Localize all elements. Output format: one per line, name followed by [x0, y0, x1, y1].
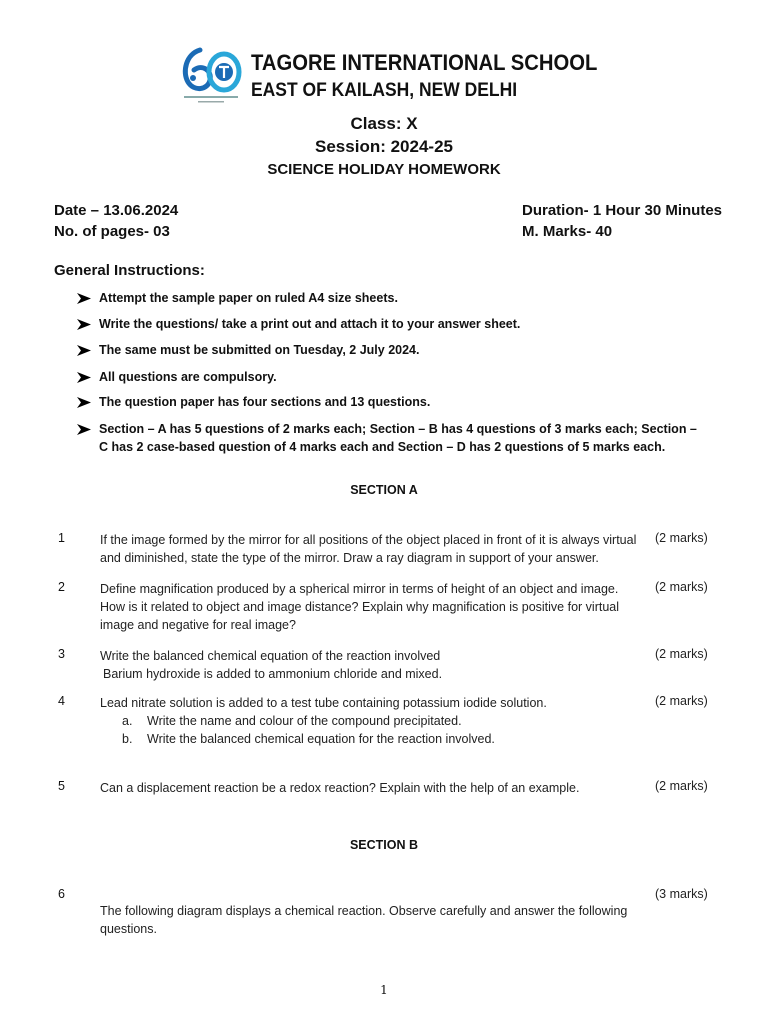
- date-label: Date – 13.06.2024: [54, 202, 179, 219]
- general-instructions-title: General Instructions:: [54, 262, 205, 279]
- question-marks: (2 marks): [655, 580, 708, 594]
- school-60-years-logo-icon: [178, 40, 244, 106]
- arrow-bullet-icon: [77, 341, 91, 356]
- question-marks: (2 marks): [655, 647, 708, 661]
- question-text: [100, 694, 645, 748]
- sub-question: [100, 730, 645, 748]
- question-number: 6: [58, 887, 65, 901]
- question-text: Define magnification produced by a spherical mirror in terms of height of an object and image. How is it related to object and image distance? Explain why magnification is positive for virtual image and negative for real image?: [100, 582, 620, 632]
- duration-label: Duration- 1 Hour 30 Minutes: [522, 202, 723, 219]
- question-text-line: Barium hydroxide is added to ammonium chloride and mixed.: [103, 667, 443, 681]
- instruction-text: The question paper has four sections and 13 questions.: [99, 395, 431, 409]
- sub-question: [100, 712, 645, 730]
- instruction-text: All questions are compulsory.: [99, 370, 277, 384]
- question-marks: (2 marks): [655, 694, 708, 708]
- question-text-line: Write the balanced chemical equation of the reaction involved: [100, 649, 441, 663]
- school-name: TAGORE INTERNATIONAL SCHOOL: [251, 50, 598, 75]
- sub-question-text: Write the name and colour of the compound precipitated.: [147, 714, 462, 728]
- max-marks-label: M. Marks- 40: [522, 223, 613, 240]
- question-number: 1: [58, 531, 65, 545]
- instruction-text: Write the questions/ take a print out and attach it to your answer sheet.: [99, 317, 521, 331]
- question-number: 2: [58, 580, 65, 594]
- question-marks: (2 marks): [655, 531, 708, 545]
- instruction-item: [77, 420, 717, 460]
- section-a-title: SECTION A: [350, 483, 418, 497]
- question-number: 4: [58, 694, 65, 708]
- question-marks: (2 marks): [655, 779, 708, 793]
- arrow-bullet-icon: [77, 289, 91, 304]
- sub-question-text: Write the balanced chemical equation for the reaction involved.: [147, 732, 495, 746]
- arrow-bullet-icon: [77, 368, 91, 383]
- question-number: 3: [58, 647, 65, 661]
- question-text: [100, 647, 645, 683]
- sub-question-label: b.: [122, 732, 133, 746]
- homework-title: SCIENCE HOLIDAY HOMEWORK: [267, 161, 501, 178]
- class-heading: Class: X: [350, 114, 418, 133]
- instruction-text: The same must be submitted on Tuesday, 2 July 2024.: [99, 343, 420, 357]
- question-marks: (3 marks): [655, 887, 708, 901]
- arrow-bullet-icon: [77, 420, 91, 435]
- school-location: EAST OF KAILASH, NEW DELHI: [251, 80, 518, 101]
- question-text: The following diagram displays a chemical reaction. Observe carefully and answer the following questions.: [100, 904, 628, 936]
- question-text: If the image formed by the mirror for all positions of the object placed in front of it is always virtual and diminished, state the type of the mirror. Draw a ray diagram in support of your answer.: [100, 533, 637, 565]
- page-number: 1: [380, 983, 388, 997]
- instruction-text: Section – A has 5 questions of 2 marks each; Section – B has 4 questions of 3 marks each; Section – C has 2 case-based question of 4 marks each and Section – D has 2 questions of 5 marks each.: [99, 422, 697, 454]
- arrow-bullet-icon: [77, 315, 91, 330]
- arrow-bullet-icon: [77, 393, 91, 408]
- instruction-text: Attempt the sample paper on ruled A4 size sheets.: [99, 291, 398, 305]
- question-text-line: Lead nitrate solution is added to a test tube containing potassium iodide solution.: [100, 696, 547, 710]
- question-number: 5: [58, 779, 65, 793]
- session-heading: Session: 2024-25: [315, 137, 453, 156]
- pages-label: No. of pages- 03: [54, 223, 170, 240]
- sub-question-label: a.: [122, 714, 133, 728]
- school-logo: [178, 40, 244, 106]
- question-text: Can a displacement reaction be a redox reaction? Explain with the help of an example.: [100, 781, 580, 795]
- section-b-title: SECTION B: [349, 838, 419, 852]
